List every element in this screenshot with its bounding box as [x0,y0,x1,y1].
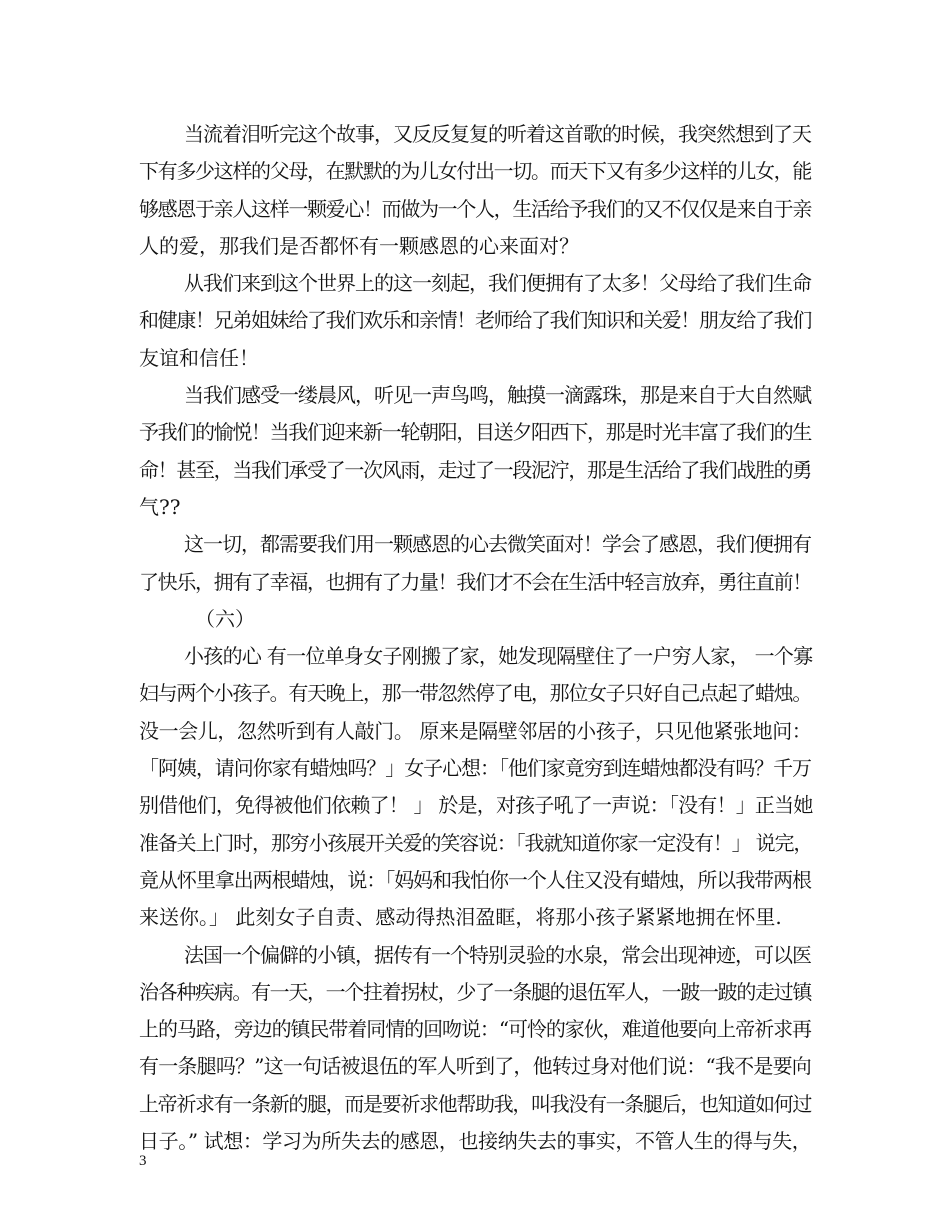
text-line: 别借他们，免得被他们依赖了！ 」 於是，对孩子吼了一声说：「没有！」正当她 [139,793,813,818]
text-line: 和健康！兄弟姐妹给了我们欢乐和亲情！老师给了我们知识和关爱！朋友给了我们 [139,308,812,333]
text-line: 下有多少这样的父母，在默默的为儿女付出一切。而天下又有多少这样的儿女，能 [139,159,812,184]
text-line: 小孩的心 有一位单身女子刚搬了家，她发现隔壁住了一户穷人家， 一个寡 [184,644,813,669]
text-line: 有一条腿吗？”这一句话被退伍的军人听到了，他转过身对他们说：“我不是要向 [139,1054,812,1079]
text-line: 当流着泪听完这个故事，又反反复复的听着这首歌的时候，我突然想到了天 [184,122,811,146]
section-heading: （六） [195,606,255,631]
text-line: 没一会儿，忽然听到有人敲门。 原来是隔壁邻居的小孩子，只见他紧张地问： [139,718,812,743]
text-line: 上帝祈求有一条新的腿，而是要祈求他帮助我，叫我没有一条腿后，也知道如何过 [139,1091,812,1116]
text-line: 法国一个偏僻的小镇，据传有一个特别灵验的水泉，常会出现神迹，可以医 [184,942,811,967]
text-line: 准备关上门时，那穷小孩展开关爱的笑容说：「我就知道你家一定没有！」 说完， [139,830,813,855]
text-line: 当我们感受一缕晨风，听见一声鸟鸣，触摸一滴露珠，那是来自于大自然赋 [184,383,811,408]
text-line: 这一切，都需要我们用一颗感恩的心去微笑面对！学会了感恩，我们便拥有 [184,532,811,557]
text-line: 从我们来到这个世界上的这一刻起，我们便拥有了太多！父母给了我们生命 [184,271,811,296]
text-line: 人的爱，那我们是否都怀有一颗感恩的心来面对？ [139,233,579,258]
text-line: 日子。” 试想：学习为所失去的感恩，也接纳失去的事实，不管人生的得与失， [139,1129,812,1154]
text-line: 来送你。」 此刻女子自责、感动得热泪盈眶，将那小孩子紧紧地拥在怀里. [139,905,782,930]
document-body [139,116,811,1160]
text-line: 气?? [139,494,181,519]
text-line: 上的马路，旁边的镇民带着同情的回吻说：“可怜的家伙，难道他要向上帝祈求再 [139,1017,811,1042]
text-line: 「阿姨，请问你家有蜡烛吗？」女子心想：「他们家竟穷到连蜡烛都没有吗？千万 [139,756,811,781]
text-line: 命！甚至，当我们承受了一次风雨，走过了一段泥泞，那是生活给了我们战胜的勇 [139,457,812,482]
text-line: 妇与两个小孩子。有天晚上，那一带忽然停了电，那位女子只好自己点起了蜡烛。 [139,681,812,706]
page-number: 3 [139,1153,147,1169]
text-line: 了快乐，拥有了幸福，也拥有了力量！我们才不会在生活中轻言放弃，勇往直前！ [139,569,812,594]
text-line: 治各种疾病。有一天，一个拄着拐杖，少了一条腿的退伍军人，一跛一跛的走过镇 [139,979,812,1004]
text-line: 友谊和信任！ [139,345,259,370]
text-line: 予我们的愉悦！当我们迎来新一轮朝阳，目送夕阳西下，那是时光丰富了我们的生 [139,420,812,445]
text-line: 够感恩于亲人这样一颗爱心！而做为一个人，生活给予我们的又不仅仅是来自于亲 [139,196,812,221]
text-line: 竟从怀里拿出两根蜡烛，说：「妈妈和我怕你一个人住又没有蜡烛，所以我带两根 [139,867,811,892]
